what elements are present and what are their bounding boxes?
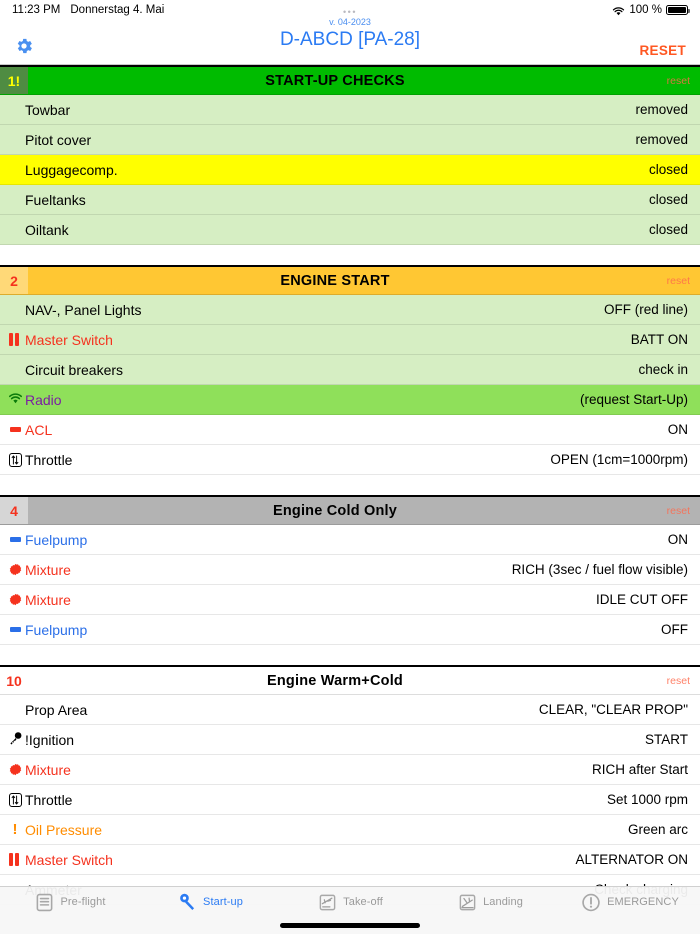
row-icon [6, 427, 24, 432]
checklist-row[interactable] [0, 355, 700, 385]
section-title: START-UP CHECKS [265, 72, 405, 89]
row-icon [6, 853, 24, 866]
checklist-row[interactable] [0, 295, 700, 325]
checklist-row[interactable] [0, 415, 700, 445]
tab-landing[interactable] [420, 891, 560, 913]
row-value: OFF (red line) [603, 302, 688, 317]
switch-icon [9, 853, 21, 866]
section-number: 4 [0, 497, 28, 524]
row-label: Pitot cover [25, 131, 92, 148]
tab-label: Landing [483, 896, 523, 908]
checklist-row[interactable] [0, 815, 700, 845]
row-icon [6, 333, 24, 346]
status-bar [0, 0, 700, 20]
row-value: (request Start-Up) [579, 392, 688, 407]
throttle-icon [9, 453, 22, 467]
row-value: removed [635, 102, 688, 117]
section-number: 2 [0, 267, 28, 294]
row-label: Luggagecomp. [25, 161, 118, 178]
row-value: RICH (3sec / fuel flow visible) [511, 562, 688, 577]
checklist-row[interactable] [0, 695, 700, 725]
row-label: Radio [25, 391, 62, 408]
checklist-row[interactable] [0, 555, 700, 585]
checklist-row[interactable] [0, 185, 700, 215]
status-bar-left [12, 4, 164, 16]
row-label: Oil Pressure [25, 821, 103, 838]
tab-label: Pre-flight [60, 896, 106, 908]
row-label: Mixture [25, 591, 71, 608]
battery-percent: 100 % [629, 4, 662, 16]
section-title: Engine Cold Only [272, 502, 398, 519]
radio-antenna-icon [8, 392, 23, 408]
row-value: ON [667, 422, 688, 437]
beacon-bar-icon [10, 427, 21, 432]
warning-exclamation-icon: ! [12, 821, 18, 838]
wifi-icon [612, 6, 625, 17]
checklist-row[interactable] [0, 95, 700, 125]
row-value: closed [648, 222, 688, 237]
tab-take-off[interactable] [280, 891, 420, 913]
version-label: v. 04-2023 [329, 17, 371, 27]
row-label: Mixture [25, 761, 71, 778]
checklist-row[interactable] [0, 615, 700, 645]
row-label: Fuelpump [25, 531, 88, 548]
checklist-row[interactable] [0, 215, 700, 245]
tab-label: Take-off [343, 896, 383, 908]
tab-emergency[interactable] [560, 891, 700, 913]
section-reset-button[interactable]: reset [666, 274, 690, 287]
row-value: check in [638, 362, 688, 377]
section-title: Engine Warm+Cold [267, 672, 403, 689]
section-number: 10 [0, 667, 28, 694]
row-icon [6, 823, 24, 836]
checklist-row[interactable] [0, 385, 700, 415]
status-date: Donnerstag 4. Mai [70, 4, 165, 16]
page-title: D-ABCD [PA-28] [279, 29, 421, 50]
tab-start-up[interactable] [140, 891, 280, 913]
row-label: Oiltank [25, 221, 69, 238]
section-gap [0, 475, 700, 495]
section-reset-button[interactable]: reset [666, 504, 690, 517]
status-time: 11:23 PM [12, 4, 61, 16]
row-value: OPEN (1cm=1000rpm) [550, 452, 688, 467]
mixture-cog-icon [9, 563, 22, 576]
home-indicator [280, 923, 420, 928]
switch-icon [9, 333, 21, 346]
checklist-container[interactable] [0, 65, 700, 886]
row-value: IDLE CUT OFF [595, 592, 688, 607]
fuelpump-bar-icon [10, 627, 21, 632]
row-value: RICH after Start [591, 762, 688, 777]
row-label: Fueltanks [25, 191, 86, 208]
section-header[interactable] [0, 495, 700, 525]
mixture-cog-icon [9, 763, 22, 776]
section-number: 1! [0, 67, 28, 94]
row-value: closed [648, 192, 688, 207]
row-icon [6, 453, 24, 467]
row-icon [6, 593, 24, 606]
row-label: NAV-, Panel Lights [25, 301, 142, 318]
row-label: Towbar [25, 101, 71, 118]
row-icon [6, 537, 24, 542]
section-header[interactable] [0, 665, 700, 695]
checklist-row[interactable] [0, 325, 700, 355]
row-value: BATT ON [630, 332, 688, 347]
tab-label: EMERGENCY [607, 896, 679, 908]
ignition-key-icon [8, 731, 23, 749]
row-value: closed [648, 162, 688, 177]
document-icon [34, 891, 54, 913]
row-value: ON [667, 532, 688, 547]
row-icon [6, 627, 24, 632]
row-label: Mixture [25, 561, 71, 578]
mixture-cog-icon [9, 593, 22, 606]
row-value: OFF [661, 622, 688, 637]
row-value: START [644, 732, 688, 747]
tab-label: Start-up [203, 896, 243, 908]
row-value: CLEAR, "CLEAR PROP" [538, 702, 688, 717]
row-label: Circuit breakers [25, 361, 124, 378]
page-dots: ••• [343, 7, 357, 17]
takeoff-icon [317, 891, 337, 913]
section-title: ENGINE START [280, 272, 390, 289]
section-header[interactable] [0, 265, 700, 295]
row-label: ACL [25, 421, 53, 438]
row-icon [6, 793, 24, 807]
reset-all-button[interactable]: RESET [639, 43, 686, 58]
row-label: Master Switch [25, 851, 113, 868]
row-value: Set 1000 rpm [606, 792, 688, 807]
battery-full-icon [666, 5, 688, 15]
status-bar-right [612, 4, 688, 16]
section-gap [0, 245, 700, 265]
row-label: Master Switch [25, 331, 113, 348]
row-icon [6, 731, 24, 749]
warning-icon [581, 891, 601, 913]
throttle-icon [9, 793, 22, 807]
checklist-row[interactable] [0, 845, 700, 875]
section-reset-button[interactable]: reset [666, 674, 690, 687]
row-icon [6, 763, 24, 776]
checklist-row[interactable] [0, 445, 700, 475]
checklist-row[interactable] [0, 755, 700, 785]
row-label: Throttle [25, 791, 73, 808]
section-reset-button[interactable]: reset [666, 74, 690, 87]
section-header[interactable] [0, 65, 700, 95]
gear-icon[interactable] [14, 36, 34, 56]
checklist-row[interactable] [0, 125, 700, 155]
row-label: Fuelpump [25, 621, 88, 638]
row-value: removed [635, 132, 688, 147]
landing-icon [457, 891, 477, 913]
row-value: Green arc [627, 822, 688, 837]
checklist-row[interactable] [0, 585, 700, 615]
checklist-row[interactable] [0, 525, 700, 555]
row-value: ALTERNATOR ON [575, 852, 688, 867]
row-label: Prop Area [25, 701, 88, 718]
tab-pre-flight[interactable] [0, 891, 140, 913]
row-icon [6, 563, 24, 576]
row-label: !Ignition [25, 731, 75, 748]
row-label: Throttle [25, 451, 73, 468]
fuelpump-bar-icon [10, 537, 21, 542]
row-icon [6, 392, 24, 408]
checklist-row[interactable] [0, 725, 700, 755]
checklist-row[interactable] [0, 155, 700, 185]
key-icon [177, 891, 197, 913]
checklist-row[interactable] [0, 785, 700, 815]
section-gap [0, 645, 700, 665]
